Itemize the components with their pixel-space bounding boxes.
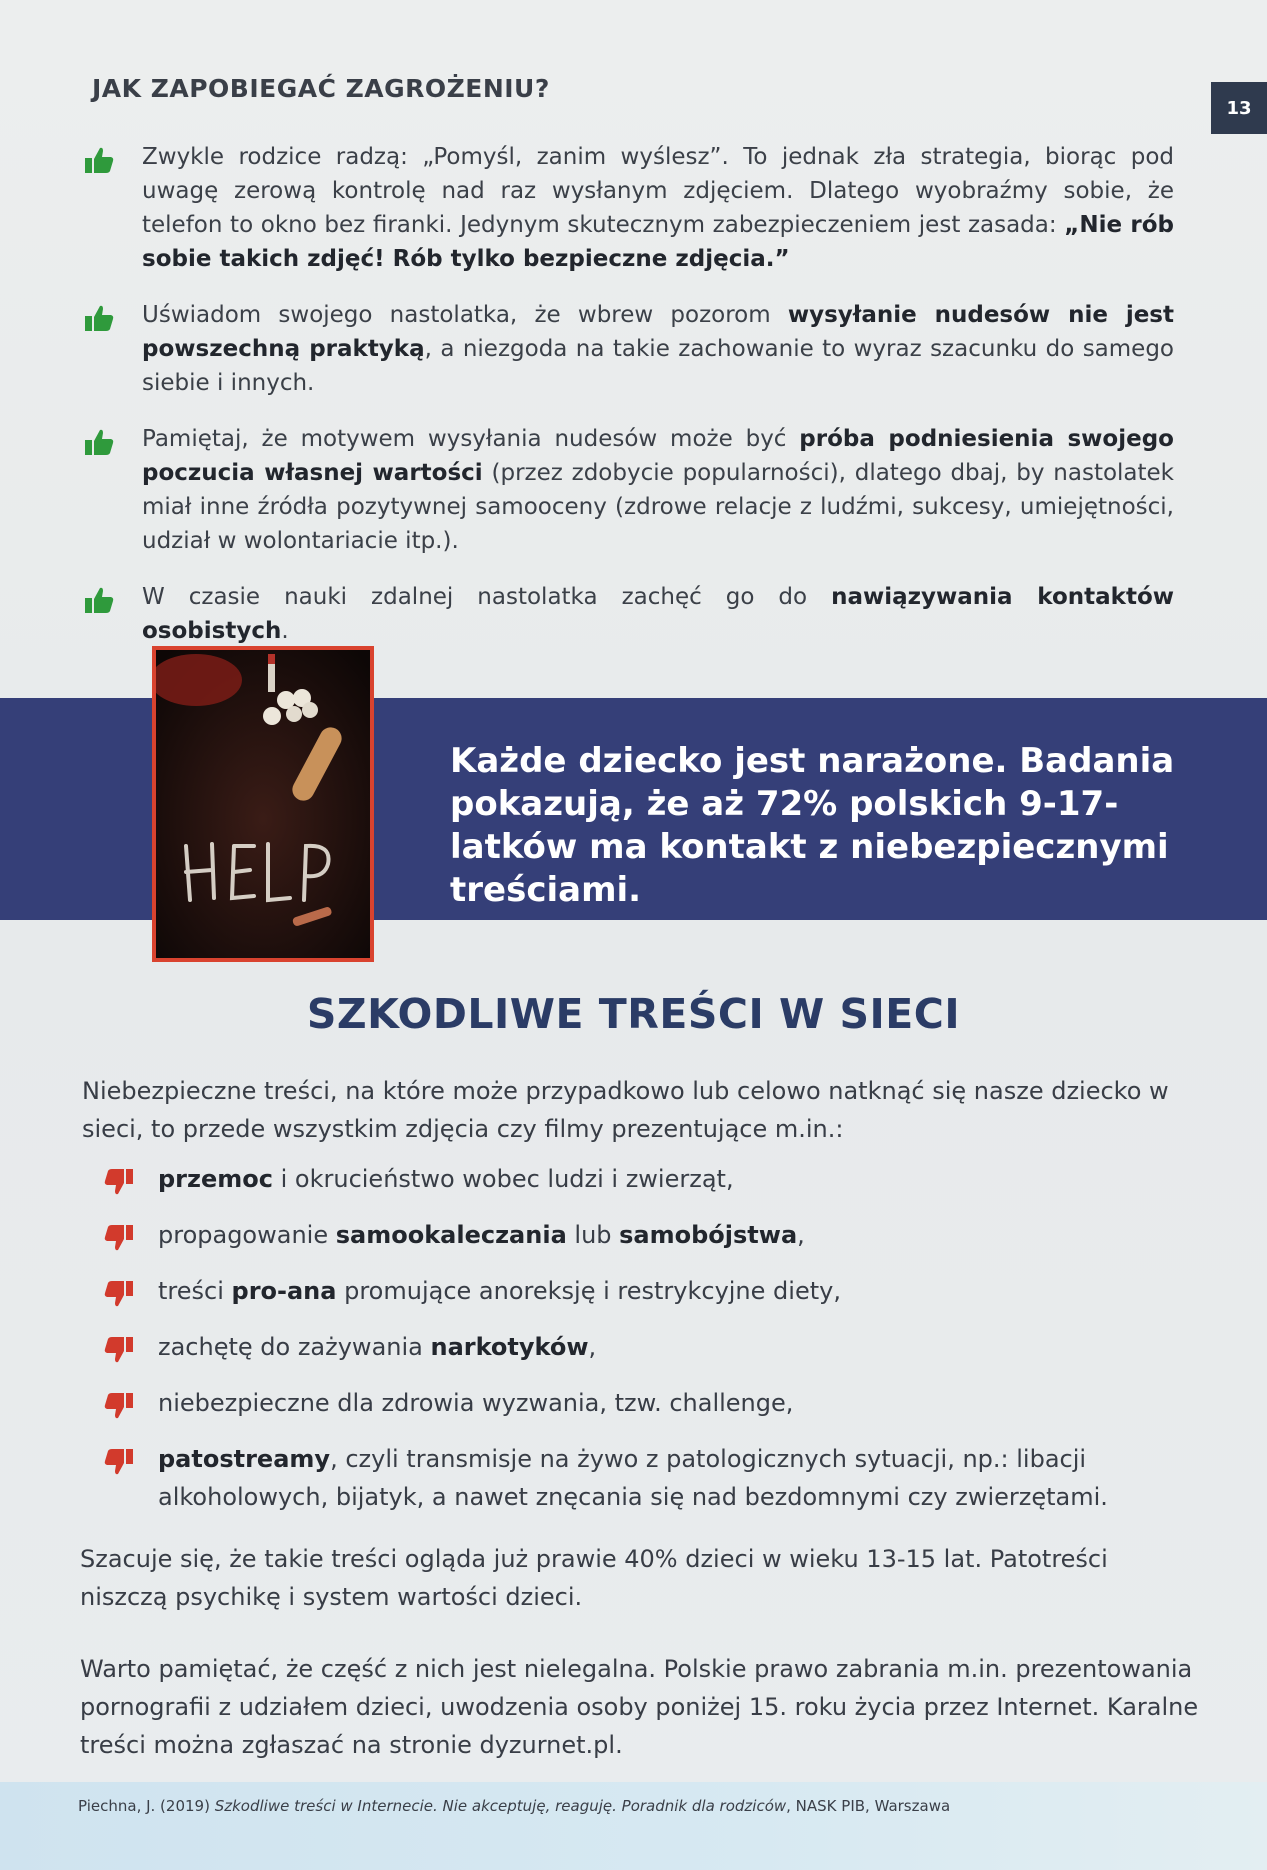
- harmful-intro: Niebezpieczne treści, na które może przypadkowo lub celowo natknąć się nasze dziecko w sieci, to przede wszystkim zdjęcia czy filmy prezentujące m.in.:: [82, 1077, 1169, 1143]
- harm-segment: ,: [588, 1333, 597, 1361]
- tip-item: [84, 580, 1174, 648]
- thumbs-up-icon: [84, 428, 114, 460]
- harm-segment: promujące anoreksję i restrykcyjne diety,: [336, 1277, 841, 1305]
- thumbs-down-icon: [104, 1224, 136, 1256]
- harm-text: [158, 1384, 793, 1422]
- harm-item: [104, 1272, 1204, 1312]
- harm-emphasis: przemoc: [158, 1165, 273, 1193]
- tip-emphasis: próba podniesienia swojego poczucia własnej wartości: [142, 426, 1174, 486]
- harm-emphasis: samobójstwa: [619, 1221, 798, 1249]
- harmful-list: [104, 1160, 1204, 1532]
- thumbs-down-icon: [104, 1168, 136, 1200]
- section-title: JAK ZAPOBIEGAĆ ZAGROŻENIU?: [92, 74, 550, 103]
- harm-segment: zachętę do zażywania: [158, 1333, 431, 1361]
- help-photo-image: [156, 650, 370, 958]
- tip-emphasis: wysyłanie nudesów nie jest powszechną praktyką: [142, 302, 1174, 362]
- harm-text: [158, 1160, 734, 1198]
- thumbs-up-icon: [84, 146, 114, 178]
- harm-segment: ,: [797, 1221, 805, 1249]
- tips-list: [84, 140, 1174, 670]
- harm-text: [158, 1272, 841, 1310]
- thumbs-down-icon: [104, 1448, 136, 1480]
- tip-text: [142, 298, 1174, 400]
- harm-segment: propagowanie: [158, 1221, 336, 1249]
- harmful-heading: SZKODLIWE TREŚCI W SIECI: [306, 990, 961, 1038]
- harm-text: [158, 1216, 805, 1254]
- tip-item: [84, 140, 1174, 276]
- thumbs-down-icon: [104, 1336, 136, 1368]
- tip-text: [142, 422, 1174, 558]
- tip-item: [84, 422, 1174, 558]
- harm-emphasis: pro-ana: [231, 1277, 337, 1305]
- tip-segment: Uświadom swojego nastolatka, że wbrew pozorom: [142, 302, 788, 328]
- harm-text: [158, 1440, 1204, 1516]
- harm-item: [104, 1384, 1204, 1424]
- page-number: 13: [1211, 82, 1267, 134]
- tip-emphasis: „Nie rób sobie takich zdjęć! Rób tylko bezpieczne zdjęcia.”: [142, 212, 1174, 272]
- banner-text: Każde dziecko jest narażone. Badania pokazują, że aż 72% polskich 9-17-latków ma kontakt z niebezpiecznymi treściami.: [450, 741, 1175, 910]
- thumbs-up-icon: [84, 586, 114, 618]
- tip-segment: Pamiętaj, że motywem wysyłania nudesów może być: [142, 426, 800, 452]
- citation-title: Szkodliwe treści w Internecie. Nie akceptuję, reaguję. Poradnik dla rodziców: [214, 1797, 787, 1815]
- tip-segment: , a niezgoda na takie zachowanie to wyraz szacunku do samego siebie i innych.: [142, 336, 1174, 396]
- tip-segment: (przez zdobycie popularności), dlatego dbaj, by nastolatek miał inne źródła pozytywnej samooceny (zdrowe relacje z ludźmi, sukcesy, umiejętności, udział w wolontariacie itp.).: [142, 460, 1175, 554]
- harm-item: [104, 1160, 1204, 1200]
- harm-item: [104, 1440, 1204, 1516]
- footer-band: [0, 1782, 1267, 1870]
- harm-emphasis: narkotyków: [430, 1333, 589, 1361]
- citation-publisher: , NASK PIB, Warszawa: [786, 1797, 951, 1815]
- harm-item: [104, 1216, 1204, 1256]
- help-photo: [152, 646, 374, 962]
- legal-paragraph: Warto pamiętać, że część z nich jest nielegalna. Polskie prawo zabrania m.in. prezentowania pornografii z udziałem dzieci, uwodzenia osoby poniżej 15. roku życia przez Internet. Karalne treści można zgłaszać na stronie dyzurnet.pl.: [80, 1655, 1199, 1759]
- tip-segment: Zwykle rodzice radzą: „Pomyśl, zanim wyślesz”. To jednak zła strategia, biorąc pod uwagę zerową kontrolę nad raz wysłanym zdjęciem. Dlatego wyobraźmy sobie, że telefon to okno bez firanki. Jedynym skutecznym zabezpieczeniem jest zasada:: [142, 144, 1174, 238]
- harm-segment: treści: [158, 1277, 232, 1305]
- harm-text: [158, 1328, 596, 1366]
- tip-text: [142, 140, 1174, 276]
- tip-segment: W czasie nauki zdalnej nastolatka zachęć go do: [142, 584, 832, 610]
- tip-emphasis: nawiązywania kontaktów osobistych: [142, 584, 1174, 644]
- tip-text: [142, 580, 1174, 648]
- tip-segment: .: [281, 618, 289, 644]
- thumbs-up-icon: [84, 304, 114, 336]
- harm-emphasis: samookaleczania: [335, 1221, 567, 1249]
- harm-segment: i okrucieństwo wobec ludzi i zwierząt,: [272, 1165, 734, 1193]
- harm-item: [104, 1328, 1204, 1368]
- thumbs-down-icon: [104, 1392, 136, 1424]
- statistic-paragraph: Szacuje się, że takie treści ogląda już prawie 40% dzieci w wieku 13-15 lat. Patotreści niszczą psychikę i system wartości dzieci.: [80, 1545, 1108, 1611]
- harm-segment: , czyli transmisje na żywo z patologicznych sytuacji, np.: libacji alkoholowych, bijatyk, a nawet znęcania się nad bezdomnymi czy zwierzętami.: [158, 1445, 1108, 1511]
- footer-citation: [78, 1797, 1178, 1815]
- tip-item: [84, 298, 1174, 400]
- harm-segment: lub: [566, 1221, 620, 1249]
- citation-author: Piechna, J. (2019): [78, 1797, 215, 1815]
- harm-segment: niebezpieczne dla zdrowia wyzwania, tzw. challenge,: [158, 1389, 794, 1417]
- thumbs-down-icon: [104, 1280, 136, 1312]
- harm-emphasis: patostreamy: [158, 1445, 331, 1473]
